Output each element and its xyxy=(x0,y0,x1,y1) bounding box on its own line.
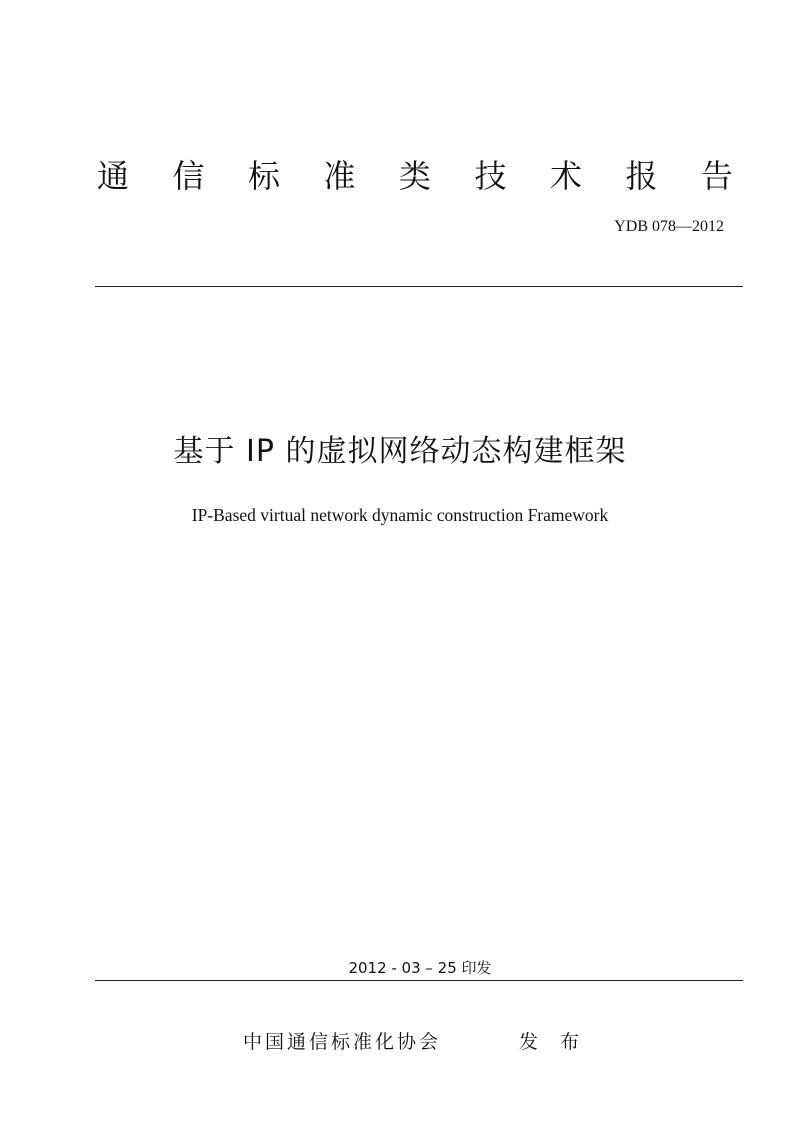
report-type-char: 技 xyxy=(474,157,507,195)
report-type-heading xyxy=(95,150,735,202)
publisher-name: 中国通信标准化协会 xyxy=(243,1031,442,1053)
document-title-chinese: 基于 IP 的虚拟网络动态构建框架 xyxy=(173,434,627,469)
document-title-english: IP-Based virtual network dynamic construction Framework xyxy=(191,505,609,525)
report-type-char: 标 xyxy=(247,157,280,195)
report-type-char: 术 xyxy=(549,157,582,195)
report-type-char: 信 xyxy=(172,157,205,195)
issue-date: 2012 - 03 – 25 印发 xyxy=(348,959,492,977)
report-type-char: 类 xyxy=(398,157,431,195)
standard-number: YDB 078—2012 xyxy=(614,218,724,235)
report-type-char: 告 xyxy=(700,157,733,195)
publish-label: 发 布 xyxy=(519,1031,588,1053)
report-type-char: 准 xyxy=(323,157,356,195)
report-type-char: 报 xyxy=(625,157,658,195)
report-type-char: 通 xyxy=(96,157,129,195)
top-divider xyxy=(95,286,743,287)
bottom-divider xyxy=(95,980,743,981)
